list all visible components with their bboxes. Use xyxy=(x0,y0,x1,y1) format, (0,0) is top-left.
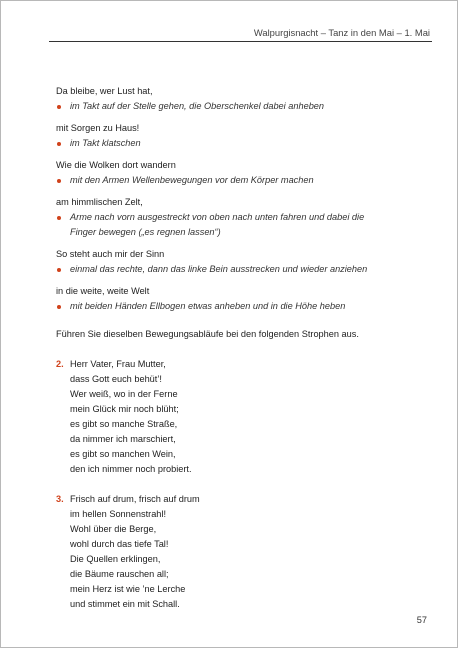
verse-line: Wohl über die Berge, xyxy=(70,524,157,534)
lyric-line: So steht auch mir der Sinn xyxy=(56,249,165,259)
verse-line: dass Gott euch behüt’! xyxy=(70,374,162,384)
bullet-icon xyxy=(57,216,61,220)
couplet xyxy=(56,121,426,151)
instruction-text: einmal das rechte, dann das linke Bein ausstrecken und wieder anziehen xyxy=(70,264,368,274)
bullet-icon xyxy=(57,305,61,309)
verse-line: es gibt so manchen Wein, xyxy=(70,449,176,459)
couplet-list xyxy=(56,84,426,314)
verse-line: wohl durch das tiefe Tal! xyxy=(70,539,169,549)
song-content xyxy=(56,84,426,612)
movement-instruction xyxy=(56,225,426,240)
movement-instruction xyxy=(56,262,426,277)
instruction-text: Arme nach vorn ausgestreckt von oben nach unten fahren und dabei die xyxy=(70,212,365,222)
verse-line: Wer weiß, wo in der Ferne xyxy=(70,389,178,399)
instruction-text: im Takt klatschen xyxy=(70,138,141,148)
bullet-icon xyxy=(57,105,61,109)
movement-instruction xyxy=(56,136,426,151)
couplet xyxy=(56,158,426,188)
verse-line: die Bäume rauschen all; xyxy=(70,569,169,579)
instruction-text: im Takt auf der Stelle gehen, die Oberschenkel dabei anheben xyxy=(70,101,325,111)
verse-line: den ich nimmer noch probiert. xyxy=(70,464,192,474)
stanza-number: 3. xyxy=(56,494,64,504)
verse-line: da nimmer ich marschiert, xyxy=(70,434,176,444)
couplet xyxy=(56,84,426,114)
movement-instruction xyxy=(56,99,426,114)
verse-line: im hellen Sonnenstrahl! xyxy=(70,509,167,519)
instruction-text: Finger bewegen („es regnen lassen“) xyxy=(70,227,221,237)
verse-line: Herr Vater, Frau Mutter, xyxy=(70,359,166,369)
stanza-list xyxy=(56,357,426,612)
movement-instruction xyxy=(56,299,426,314)
page-number: 57 xyxy=(416,615,427,625)
stanza-number: 2. xyxy=(56,359,64,369)
bullet-icon xyxy=(57,179,61,183)
movement-instruction xyxy=(56,173,426,188)
repeat-instruction: Führen Sie dieselben Bewegungsabläufe bei den folgenden Strophen aus. xyxy=(56,329,359,339)
verse-line: Die Quellen erklingen, xyxy=(70,554,161,564)
couplet xyxy=(56,284,426,314)
couplet xyxy=(56,247,426,277)
couplet xyxy=(56,195,426,240)
bullet-icon xyxy=(57,142,61,146)
verse-line: Frisch auf drum, frisch auf drum xyxy=(70,494,200,504)
verse-line: mein Herz ist wie ’ne Lerche xyxy=(70,584,186,594)
stanza xyxy=(56,492,426,612)
movement-instruction xyxy=(56,210,426,225)
header-rule xyxy=(49,41,432,42)
verse-line: und stimmet ein mit Schall. xyxy=(70,599,180,609)
instruction-text: mit den Armen Wellenbewegungen vor dem Körper machen xyxy=(70,175,314,185)
lyric-line: Da bleibe, wer Lust hat, xyxy=(56,86,153,96)
lyric-line: am himmlischen Zelt, xyxy=(56,197,143,207)
verse-line: mein Glück mir noch blüht; xyxy=(70,404,179,414)
bullet-icon xyxy=(57,268,61,272)
running-header: Walpurgisnacht – Tanz in den Mai – 1. Mai xyxy=(253,27,430,38)
verse-line: es gibt so manche Straße, xyxy=(70,419,178,429)
stanza xyxy=(56,357,426,477)
lyric-line: in die weite, weite Welt xyxy=(56,286,150,296)
lyric-line: Wie die Wolken dort wandern xyxy=(56,160,176,170)
lyric-line: mit Sorgen zu Haus! xyxy=(56,123,140,133)
instruction-text: mit beiden Händen Ellbogen etwas anheben und in die Höhe heben xyxy=(70,301,346,311)
